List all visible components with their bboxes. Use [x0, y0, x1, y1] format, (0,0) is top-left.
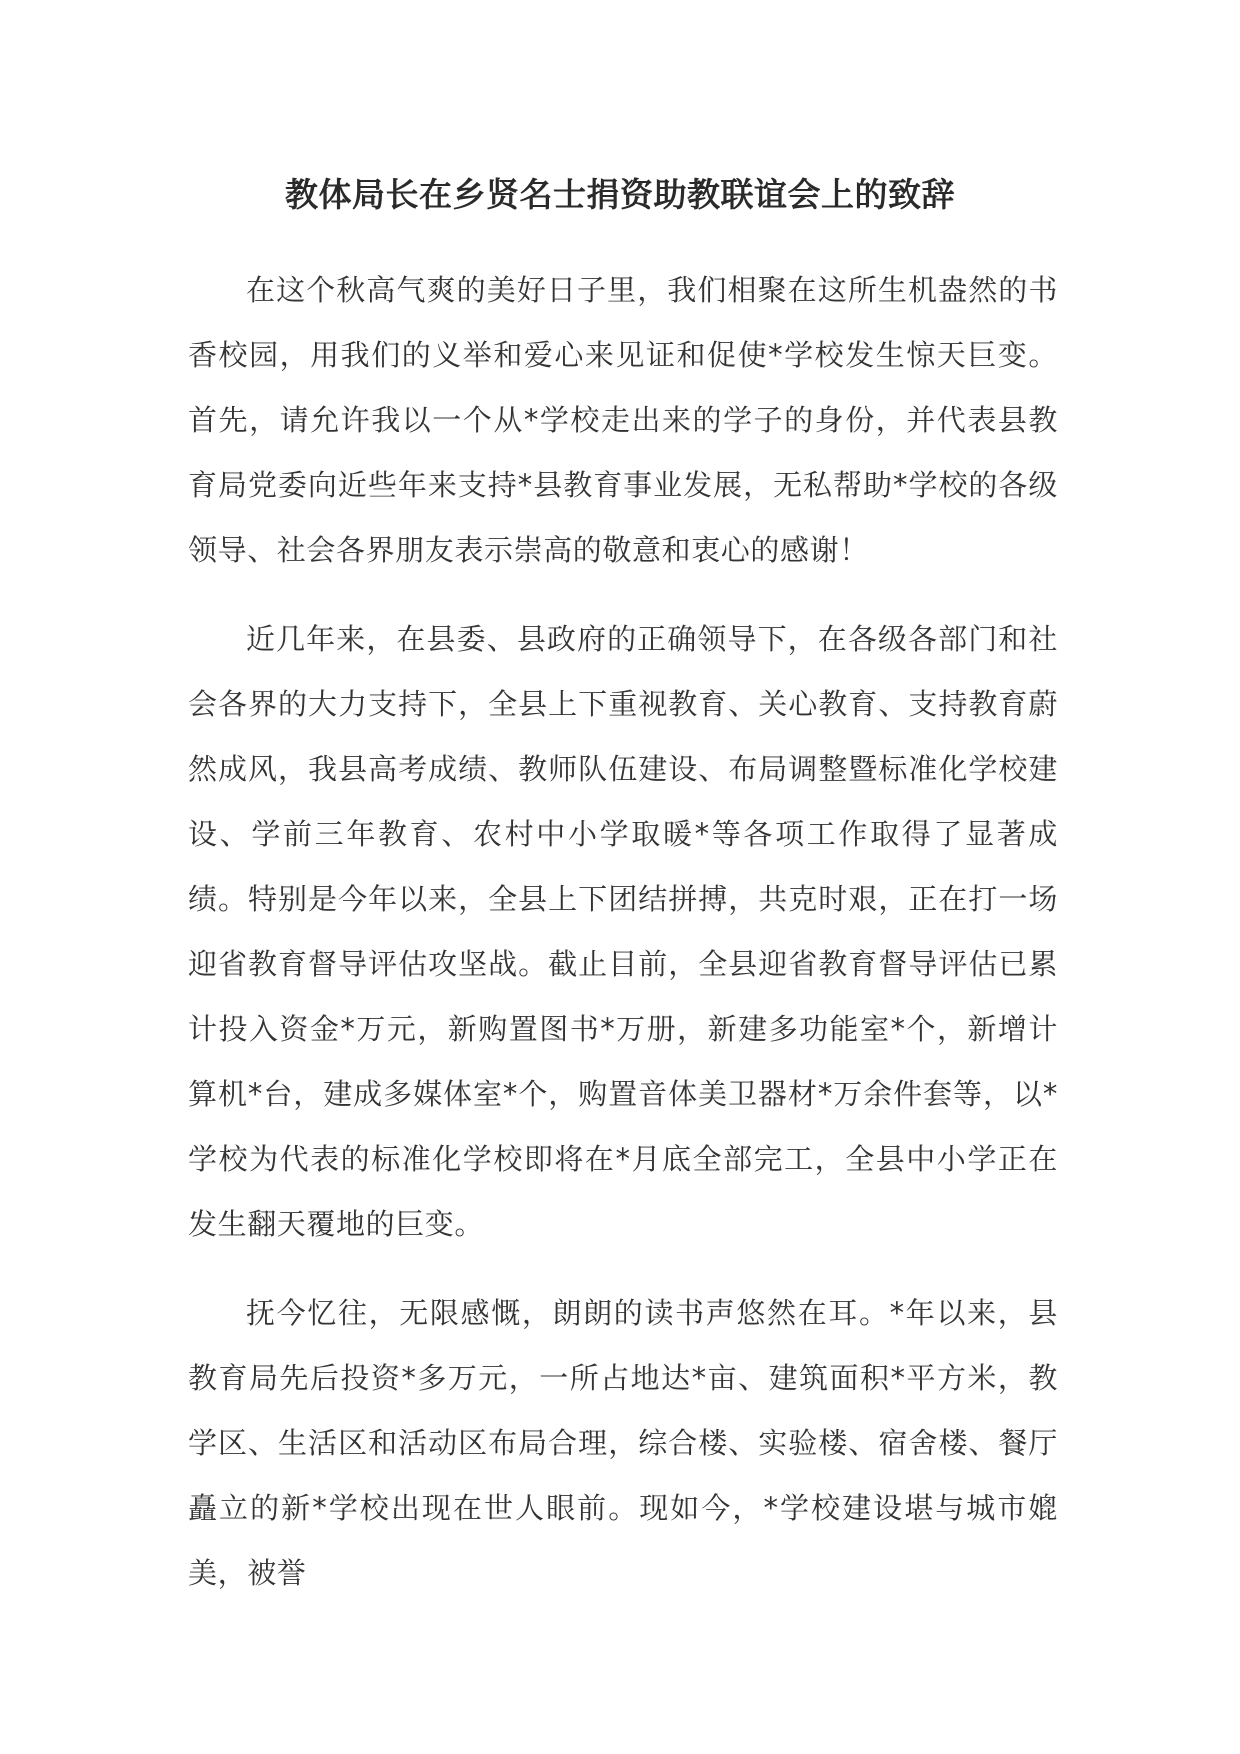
- paragraph-2: 近几年来，在县委、县政府的正确领导下，在各级各部门和社会各界的大力支持下，全县上下重视教育、关心教育、支持教育蔚然成风，我县高考成绩、教师队伍建设、布局调整暨标准化学校建设、学前三年教育、农村中小学取暖*等各项工作取得了显著成绩。特别是今年以来，全县上下团结拼搏，共克时艰，正在打一场迎省教育督导评估攻坚战。截止目前，全县迎省教育督导评估已累计投入资金*万元，新购置图书*万册，新建多功能室*个，新增计算机*台，建成多媒体室*个，购置音体美卫器材*万余件套等，以*学校为代表的标准化学校即将在*月底全部完工，全县中小学正在发生翻天覆地的巨变。: [188, 622, 1058, 1241]
- document-body: [188, 258, 1058, 1630]
- paragraph-3: 抚今忆往，无限感慨，朗朗的读书声悠然在耳。*年以来，县教育局先后投资*多万元，一所占地达*亩、建筑面积*平方米，教学区、生活区和活动区布局合理，综合楼、实验楼、宿舍楼、餐厅矗立的新*学校出现在世人眼前。现如今，*学校建设堪与城市媲美，被誉: [188, 1296, 1058, 1590]
- document-title: 教体局长在乡贤名士捐资助教联谊会上的致辞: [285, 175, 955, 214]
- paragraph-1: 在这个秋高气爽的美好日子里，我们相聚在这所生机盎然的书香校园，用我们的义举和爱心来见证和促使*学校发生惊天巨变。首先，请允许我以一个从*学校走出来的学子的身份，并代表县教育局党委向近些年来支持*县教育事业发展，无私帮助*学校的各级领导、社会各界朋友表示崇高的敬意和衷心的感谢！: [188, 273, 1058, 567]
